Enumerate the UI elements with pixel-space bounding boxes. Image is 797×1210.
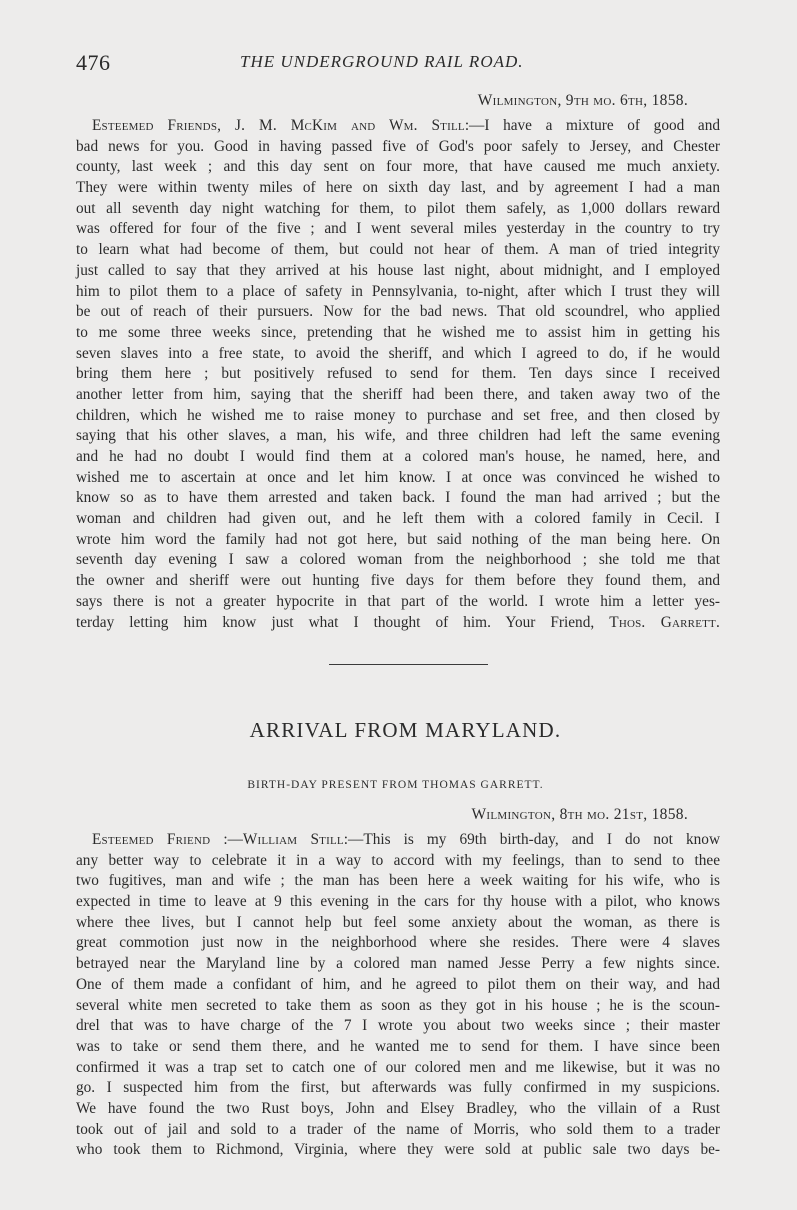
letter-line: to me some three weeks since, pretending that he wished me to assist him in getting his <box>76 323 720 341</box>
letter-line: betrayed near the Maryland line by a colored man named Jesse Perry a few nights since. <box>76 955 720 973</box>
letter-2-dateline: Wilmington, 8th mo. 21st, 1858. <box>471 806 688 823</box>
letter-line: terday letting him know just what I thought of him. Your Friend, Thos. Garrett. <box>76 613 720 631</box>
letter-line: saying that his other slaves, a man, his wife, and three children had left the same evening <box>76 427 720 445</box>
letter-line: him to pilot them to a place of safety in Pennsylvania, to-night, after which I trust they will <box>76 282 720 300</box>
page-number: 476 <box>76 50 111 75</box>
letter-line: We have found the two Rust boys, John and Elsey Bradley, who the villain of a Rust <box>76 1099 720 1117</box>
letter-line: was to take or send them there, and he wanted me to send for them. I have since been <box>76 1037 720 1055</box>
letter-line: seven slaves into a free state, to avoid the sheriff, and which I agreed to do, if he would <box>76 344 720 362</box>
section-divider <box>329 664 488 665</box>
letter-1-body <box>76 116 720 633</box>
letter-line: and he had no doubt I would find them at a colored man's house, he named, here, and <box>76 448 720 465</box>
section-subheading: BIRTH-DAY PRESENT FROM THOMAS GARRETT. <box>247 779 544 791</box>
letter-1-dateline: Wilmington, 9th mo. 6th, 1858. <box>477 92 688 109</box>
running-title: THE UNDERGROUND RAIL ROAD. <box>240 52 524 71</box>
letter-line: was offered for four of the five ; and I went several miles yesterday in the country to try <box>76 220 720 238</box>
letter-line: great commotion just now in the neighborhood where she resides. There were 4 slaves <box>76 934 720 952</box>
letter-line: two fugitives, man and wife ; the man has been here a week waiting for his wife, who is <box>76 872 720 890</box>
letter-line: the owner and sheriff were out hunting five days for them before they found them, and <box>76 572 720 590</box>
letter-line: wished me to ascertain at once and let him know. I at once was convinced he wished to <box>76 468 720 486</box>
letter-line: another letter from him, saying that the sheriff had been there, and taken away two of the <box>76 385 720 403</box>
section-heading: ARRIVAL FROM MARYLAND. <box>249 718 562 742</box>
letter-line: county, last week ; and this day sent on four more, that have caused me much anxiety. <box>76 158 720 176</box>
letter-line: bring them here ; but positively refused to send for them. Ten days since I received <box>76 365 720 383</box>
letter-line: Esteemed Friends, J. M. McKim and Wm. Still:—I have a mixture of good and <box>92 117 720 134</box>
letter-line: be out of reach of their pursuers. Now for the bad news. That old scoundrel, who applied <box>76 303 720 321</box>
letter-line: Esteemed Friend :—William Still:—This is my 69th birth-day, and I do not know <box>92 831 720 848</box>
letter-line: out all seventh day night watching for them, to pilot them safely, as 1,000 dollars reward <box>76 199 720 217</box>
letter-1-signature: Thos. Garrett. <box>609 613 720 631</box>
letter-line: go. I suspected him from the first, but afterwards was fully confirmed in my suspicions. <box>76 1079 720 1097</box>
letter-line: to learn what had become of them, but could not hear of them. A man of tried integrity <box>76 241 720 259</box>
letter-1-salutation: Esteemed Friends, J. M. McKim and Wm. Still <box>92 117 465 134</box>
running-head <box>76 50 716 78</box>
letter-line: wrote him word the family had not got here, but said nothing of the man being here. On <box>76 530 720 548</box>
letter-line: just called to say that they arrived at his house last night, about midnight, and I employed <box>76 261 720 279</box>
letter-line: says there is not a greater hypocrite in that part of the world. I wrote him a letter yes- <box>76 592 720 610</box>
letter-line: woman and children had given out, and he left them with a colored family in Cecil. I <box>76 510 720 528</box>
letter-line: who took them to Richmond, Virginia, where they were sold at public sale two days be- <box>76 1141 720 1159</box>
letter-line: bad news for you. Good in having passed five of God's poor safely to Jersey, and Chester <box>76 137 720 155</box>
letter-line: drel that was to have charge of the 7 I wrote you about two weeks since ; their master <box>76 1017 720 1035</box>
letter-line: They were within twenty miles of here on sixth day last, and by agreement I had a man <box>76 179 720 197</box>
letter-line: expected in time to leave at 9 this evening in the cars for thy house with a pilot, who knows <box>76 893 720 911</box>
letter-line: know so as to have them arrested and taken back. I found the man had arrived ; but the <box>76 489 720 507</box>
letter-2-recipient: William Still <box>242 831 344 848</box>
letter-line: seventh day evening I saw a colored woman from the neighborhood ; she told me that <box>76 551 720 569</box>
letter-2-body <box>76 830 720 1161</box>
letter-line: confirmed it was a trap set to catch one of our colored men and me likewise, but it was no <box>76 1058 720 1076</box>
letter-line: several white men secreted to take them as soon as they got in his house ; he is the scoun- <box>76 996 720 1014</box>
letter-line: any better way to celebrate it in a way to accord with my feelings, than to send to thee <box>76 851 720 869</box>
letter-line: children, which he wished me to raise money to purchase and set free, and then closed by <box>76 406 720 424</box>
letter-2-salutation: Esteemed Friend <box>92 831 211 848</box>
letter-line: took out of jail and sold to a trader of the name of Morris, who sold them to a trader <box>76 1120 720 1138</box>
letter-line: where thee lives, but I cannot help but feel some anxiety about the woman, as there is <box>76 913 720 931</box>
letter-line: One of them made a confidant of him, and he agreed to pilot them on their way, and had <box>76 975 720 993</box>
